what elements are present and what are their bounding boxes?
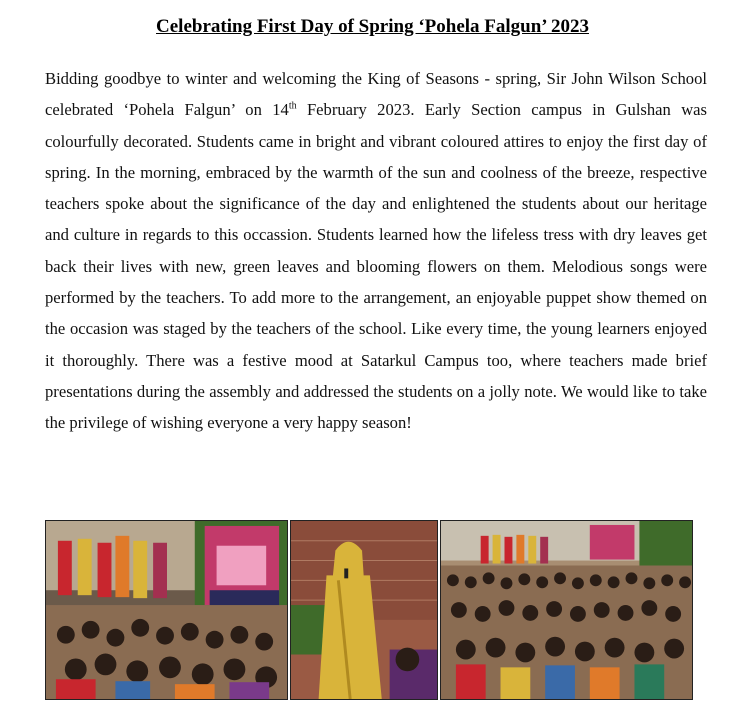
paragraph-part1: Bidding goodbye to winter and welcoming the King of Seasons - spring, Sir John Wilson School celebrated ‘Pohela Falgun’ on 14 — [45, 69, 707, 120]
photo-strip — [45, 520, 693, 700]
paragraph-part2: February 2023. Early Section campus in Gulshan was colourfully decorated. Students came in bright and vibrant coloured attires to enjoy the first day of spring. In the morning, embraced by the warmth of the sun and coolness of the breeze, respective teachers spoke about the significance of the day and enlightened the students about our heritage and culture in regards to this occassion. Students learned how the lifeless tress with dry leaves get back their lives with new, green leaves and blooming flowers on them. Melodious songs were performed by the teachers. To add more to the arrangement, an enjoyable puppet show themed on the occasion was staged by the teachers of the school. Like every time, the young learners enjoyed it thoroughly. There was a festive mood at Satarkul Campus too, where teachers made brief presentations during the assembly and addressed the students on a jolly note. We would like to take the privilege of wishing everyone a very happy season! — [45, 100, 707, 433]
photo-teacher-singing — [290, 520, 438, 700]
document-title: Celebrating First Day of Spring ‘Pohela Falgun’ 2023 — [156, 16, 589, 37]
photo-teachers-puppet-stage — [45, 520, 288, 700]
body-paragraph — [45, 63, 707, 439]
date-superscript: th — [288, 100, 297, 112]
photo-satarkul-assembly — [440, 520, 693, 700]
